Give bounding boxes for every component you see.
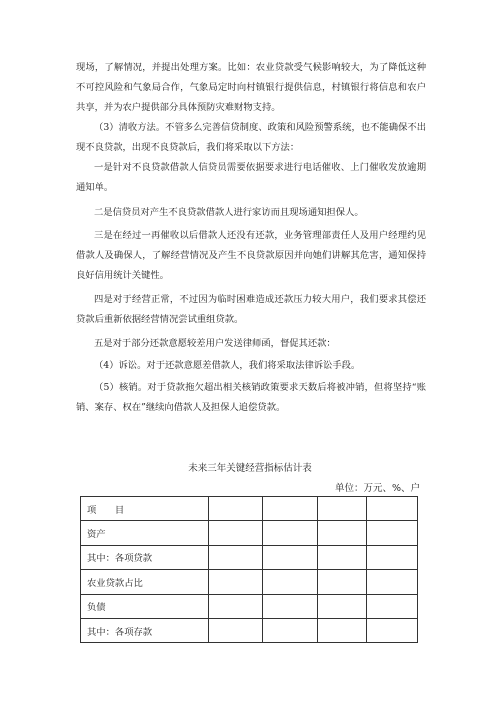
table-row <box>81 618 418 642</box>
row-label: 其中：各项贷款 <box>81 545 209 569</box>
row-label: 农业贷款占比 <box>81 570 209 594</box>
paragraph-method-1: 一是针对不良贷款借款人信贷员需要依据要求进行电话催收、上门催收发放逾期通知单。 <box>76 162 426 193</box>
table-row <box>81 570 418 594</box>
row-label: 其中：各项存款 <box>81 618 209 642</box>
indicator-table <box>80 496 418 643</box>
paragraph-litigation: （4）诉讼。对于还款意愿差借款人，我们将采取法律诉讼手段。 <box>94 360 361 371</box>
table-row <box>81 594 418 618</box>
table-unit: 单位：万元、%、户 <box>334 483 420 494</box>
paragraph-method-4: 四是对于经营正常，不过因为临时困难造成还款压力较大用户，我们要求其偿还贷款后重新依据经营情况尝试重组贷款。 <box>76 294 426 325</box>
paragraph-method-3: 三是在经过一再催收以后借款人还没有还款，业务管理部责任人及用户经理约见借款人及确保人，了解经营情况及产生不良贷款原因并向她们讲解其危害，通知保持良好信用统计关键性。 <box>76 230 426 281</box>
paragraph-weather-risk: 现场，了解情况，并提出处理方案。比如：农业贷款受气候影响较大，为了降低这种不可控风险和气象局合作，气象局定时向村镇银行提供信息，村镇银行将信息和农户共享，并为农户提供部分具体预防灾难财物支持。 <box>76 62 426 113</box>
table-row <box>81 497 418 521</box>
row-label: 负债 <box>81 594 209 618</box>
paragraph-method-5: 五是对于部分还款意愿较差用户发送律师函，督促其还款： <box>94 338 336 349</box>
table-row <box>81 521 418 545</box>
row-label: 资产 <box>81 521 209 545</box>
table-row <box>81 545 418 569</box>
paragraph-method-2: 二是信贷员对产生不良贷款借款人进行家访而且现场通知担保人。 <box>94 207 364 218</box>
row-label: 项 目 <box>81 497 209 521</box>
paragraph-write-off: （5）核销。对于贷款拖欠超出相关核销政策要求天数后将被冲销，但将坚持“账销、案存、权在”继续向借款人及担保人追偿贷款。 <box>76 382 426 413</box>
paragraph-collection-method: （3）清收方法。不管多么完善信贷制度、政策和风险预警系统，也不能确保不出现不良贷款，出现不良贷款后，我们将采取以下方法： <box>76 122 426 153</box>
table-title: 未来三年关键经营指标估计表 <box>188 463 312 474</box>
